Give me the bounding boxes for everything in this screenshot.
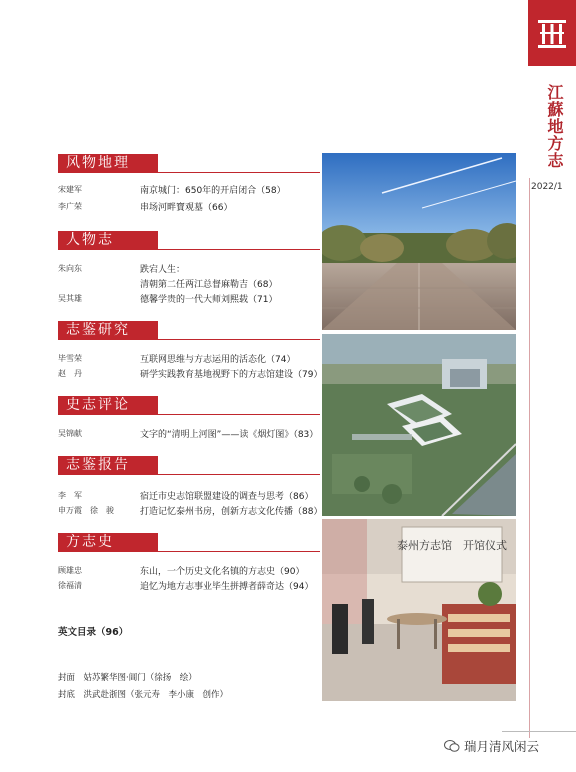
toc-entry[interactable]: 跌宕人生： [140, 265, 186, 275]
toc-author: 申万霞 徐 骏 [58, 506, 114, 515]
toc-author: 吴锦献 [58, 429, 82, 438]
divider [529, 178, 530, 738]
toc-author: 顾雄忠 [58, 566, 82, 575]
toc-entry[interactable]: 南京城门：650年的开启闭合（58） [140, 186, 286, 196]
toc-entry[interactable]: 追忆为地方志事业毕生拼搏者薛奇达（94） [140, 582, 314, 592]
toc-entry[interactable]: 文字的“清明上河图”——读《烟灯图》（83） [140, 430, 319, 440]
photo-city-gate-plaza [322, 153, 516, 330]
toc-entry[interactable]: 研学实践教育基地视野下的方志馆建设（79） [140, 370, 323, 380]
cover-credit: 封面 姑苏繁华图·阊门（徐扬 绘） [58, 673, 197, 683]
divider [58, 414, 320, 415]
toc-entry[interactable]: 东山，一个历史文化名镇的方志史（90） [140, 567, 305, 577]
toc-entry[interactable]: 德馨学贵的一代大师刘熙载（71） [140, 295, 278, 305]
exhibition-sign: 泰州方志馆 开馆仪式 [397, 539, 507, 552]
toc-author: 吴其雄 [58, 294, 82, 303]
toc-entry[interactable]: 串场河畔寶观墓（66） [140, 203, 233, 213]
toc-entry[interactable]: 宿迁市史志馆联盟建设的调查与思考（86） [140, 492, 314, 502]
section-header: 志鉴研究 [58, 321, 158, 339]
toc-entry[interactable]: 清朝第二任两江总督麻勒吉（68） [140, 280, 278, 290]
photo-museum-interior [322, 519, 516, 701]
english-toc-link[interactable]: 英文目录（96） [58, 627, 129, 638]
watermark: 瑞月清风闲云 [464, 739, 540, 754]
magazine-logo-icon [536, 16, 568, 52]
wechat-icon [444, 739, 460, 753]
section-header: 风物地理 [58, 154, 158, 172]
divider [58, 172, 320, 173]
photo-aerial-building [322, 334, 516, 516]
divider [502, 731, 576, 732]
toc-entry[interactable]: 互联网思维与方志运用的活态化（74） [140, 355, 296, 365]
toc-author: 赵 丹 [58, 369, 82, 378]
toc-author: 李 军 [58, 491, 82, 500]
section-header: 人物志 [58, 231, 158, 249]
divider [58, 339, 320, 340]
divider [58, 551, 320, 552]
section-header: 志鉴报告 [58, 456, 158, 474]
masthead-title: 江蘇地方志 [545, 84, 564, 169]
section-header: 方志史 [58, 533, 158, 551]
toc-author: 朱向东 [58, 264, 82, 273]
toc-author: 宋建军 [58, 185, 82, 194]
divider [58, 249, 320, 250]
section-header: 史志评论 [58, 396, 158, 414]
back-cover-credit: 封底 洪武赴浙图（张元寿 李小康 创作） [58, 690, 229, 700]
issue-number: 2022/1 [531, 182, 563, 192]
divider [58, 474, 320, 475]
toc-entry[interactable]: 打造记忆泰州书房，创新方志文化传播（88） [140, 507, 323, 517]
toc-author: 徐福清 [58, 581, 82, 590]
toc-author: 毕雪荣 [58, 354, 82, 363]
toc-author: 李广荣 [58, 202, 82, 211]
